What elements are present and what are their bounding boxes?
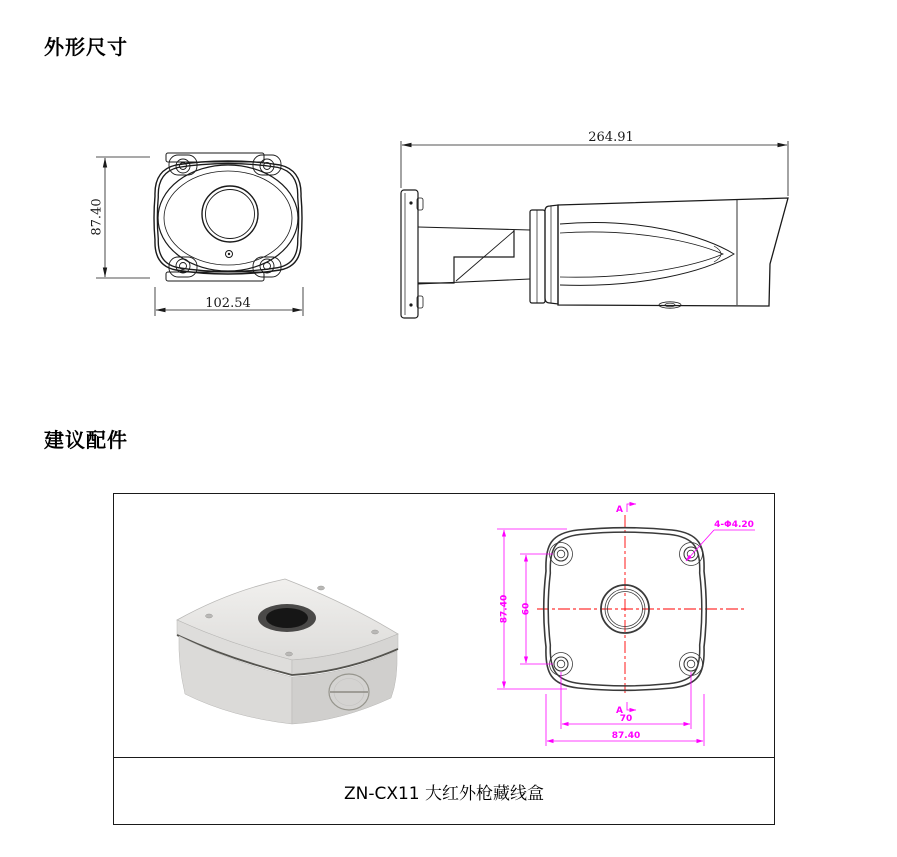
hole-spacing-vertical-label: 60: [521, 602, 532, 616]
section-marker-top-label: A: [616, 505, 623, 515]
outer-height-label: 87.40: [499, 594, 510, 624]
top-hole: [266, 608, 308, 628]
camera-front-view-drawing: [85, 128, 357, 330]
section-marker-bottom-label: A: [616, 706, 623, 716]
camera-body-side: [530, 198, 788, 308]
section-title-outline-dimensions: 外形尺寸: [44, 37, 128, 59]
side-length-label: 264.91: [588, 130, 634, 145]
mount-bracket-arm: [418, 227, 530, 284]
camera-side-view-drawing: [393, 126, 798, 330]
side-cable-cover: [329, 674, 369, 710]
section-marker-top-icon: [627, 504, 636, 512]
accessory-image-area: [114, 494, 774, 758]
front-indicator-dot: [226, 251, 233, 258]
hole-callout-leader: [686, 530, 755, 561]
sunshield-outline: [558, 198, 788, 306]
junction-box-3d: [177, 579, 398, 724]
centerlines: [537, 515, 745, 693]
section-marker-bottom-icon: [627, 702, 636, 710]
magenta-dimensions: [497, 504, 755, 746]
junction-box-dimension-drawing: [477, 496, 774, 756]
hole-spacing-horizontal-label: 70: [619, 714, 633, 724]
side-length-dimension: [401, 141, 788, 196]
front-height-label: 87.40: [89, 198, 105, 236]
camera-lens: [202, 186, 258, 242]
hole-callout-label: 4-Φ4.20: [714, 520, 754, 530]
mount-plate: [401, 190, 423, 318]
accessory-card: [113, 493, 775, 825]
junction-box-photo: [171, 574, 406, 726]
camera-front-outline: [154, 153, 302, 281]
outer-width-label: 87.40: [611, 731, 641, 741]
front-face-oval: [158, 165, 298, 271]
accessory-caption: ZN-CX11 大红外枪藏线盒: [343, 783, 545, 804]
section-title-recommended-accessories: 建议配件: [44, 430, 128, 452]
front-width-label: 102.54: [205, 296, 251, 311]
